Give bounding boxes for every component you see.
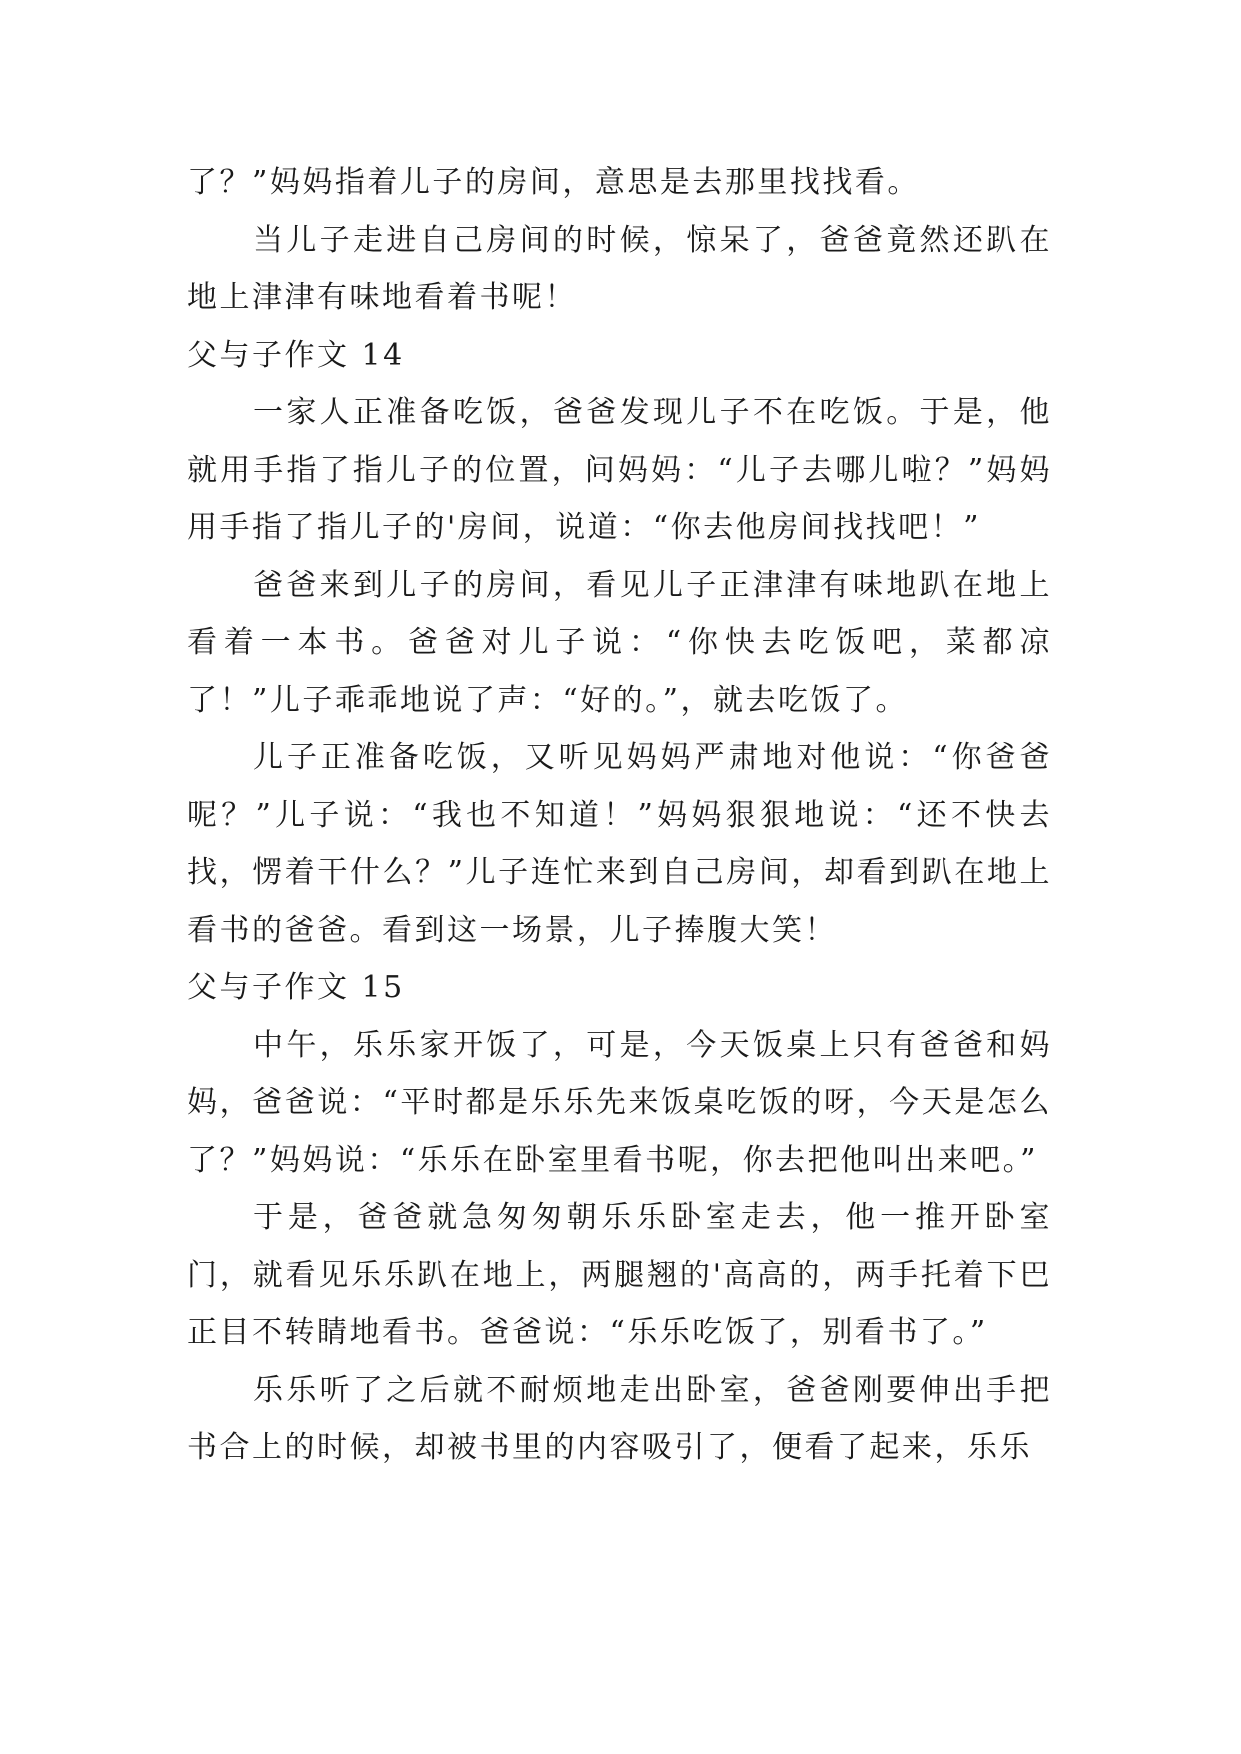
paragraph: 中午，乐乐家开饭了，可是，今天饭桌上只有爸爸和妈妈，爸爸说：“平时都是乐乐先来饭桌吃饭的呀，今天是怎么了？”妈妈说：“乐乐在卧室里看书呢，你去把他叫出来吧。” [187, 1027, 1052, 1178]
paragraph: 一家人正准备吃饭，爸爸发现儿子不在吃饭。于是，他就用手指了指儿子的位置，问妈妈：“儿子去哪儿啦？”妈妈用手指了指儿子的'房间，说道：“你去他房间找找吧！” [187, 395, 1052, 545]
paragraph: 当儿子走进自己房间的时候，惊呆了，爸爸竟然还趴在地上津津有味地看着书呢！ [187, 222, 1052, 315]
section-heading: 父与子作文 14 [187, 337, 405, 373]
paragraph: 了？”妈妈指着儿子的房间，意思是去那里找找看。 [187, 165, 920, 200]
paragraph: 爸爸来到儿子的房间，看见儿子正津津有味地趴在地上看着一本书。爸爸对儿子说：“你快去吃饭吧，菜都凉了！”儿子乖乖地说了声：“好的。”，就去吃饭了。 [187, 567, 1052, 718]
section-heading: 父与子作文 15 [187, 970, 405, 1005]
paragraph: 乐乐听了之后就不耐烦地走出卧室，爸爸刚要伸出手把书合上的时候，却被书里的内容吸引了，便看了起来，乐乐 [187, 1372, 1052, 1465]
document-body [187, 154, 1052, 1477]
paragraph: 于是，爸爸就急匆匆朝乐乐卧室走去，他一推开卧室门，就看见乐乐趴在地上，两腿翘的'高高的，两手托着下巴正目不转睛地看书。爸爸说：“乐乐吃饭了，别看书了。” [187, 1200, 1052, 1350]
paragraph: 儿子正准备吃饭，又听见妈妈严肃地对他说：“你爸爸呢？”儿子说：“我也不知道！”妈妈狠狠地说：“还不快去找，愣着干什么？”儿子连忙来到自己房间，却看到趴在地上看书的爸爸。看到这一场景，儿子捧腹大笑！ [187, 740, 1052, 948]
